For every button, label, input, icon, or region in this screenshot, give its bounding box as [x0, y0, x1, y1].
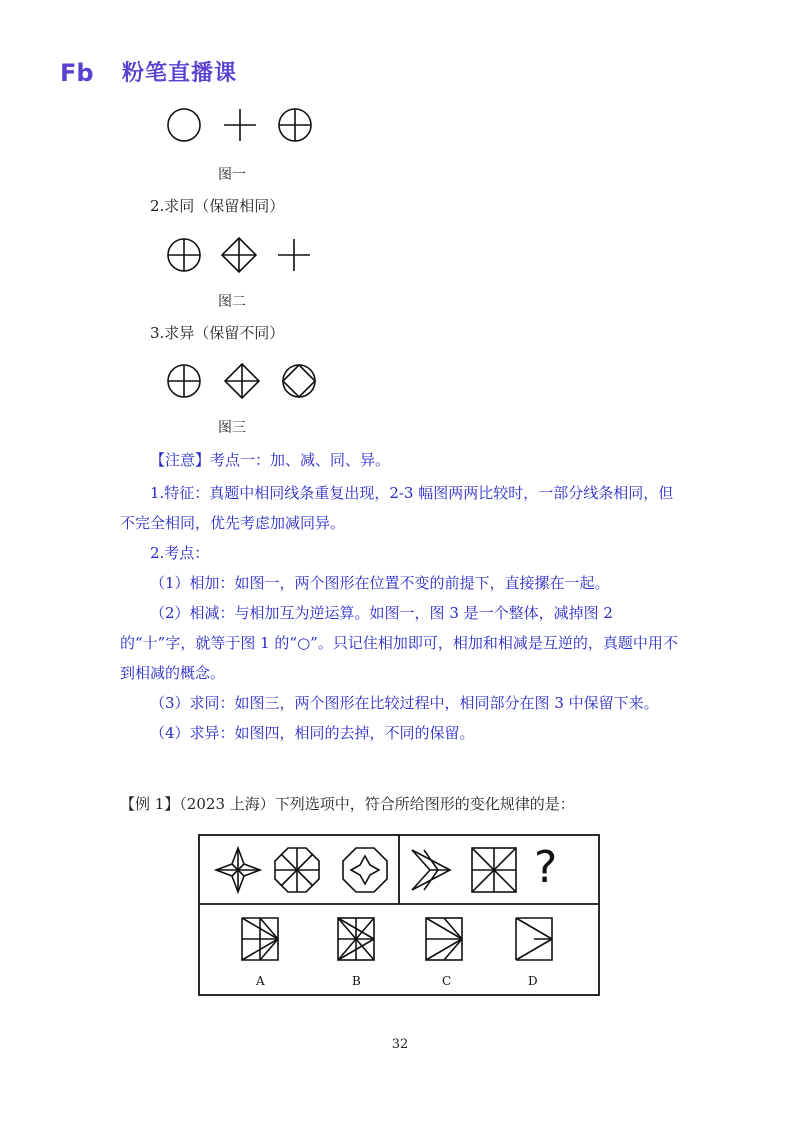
figure-three-caption: 图三 — [218, 420, 246, 436]
note-title: 【注意】考点一：加、减、同、异。 — [150, 451, 391, 469]
note-paragraph-points: 2.考点： — [150, 544, 210, 562]
question-mark: ? — [534, 842, 558, 893]
option-b-label: B — [352, 974, 361, 988]
svg-text:Fb: Fb — [60, 58, 94, 85]
option-d-shape — [516, 918, 552, 960]
section-qiutong: 2.求同（保留相同） — [150, 197, 285, 215]
note-paragraph-feature: 1.特征：真题中相同线条重复出现，2-3 幅图两两比较时，一部分线条相同，但不完全相同，优先考虑加减同异。 — [120, 484, 674, 532]
example-title: 【例 1】（2023 上海）下列选项中，符合所给图形的变化规律的是： — [120, 795, 575, 813]
page-number: 32 — [391, 1037, 409, 1052]
fenbi-logo-icon — [58, 59, 116, 85]
arrow-lines-shape — [412, 850, 450, 890]
option-a-label: A — [256, 974, 265, 988]
section-qiuyi: 3.求异（保留不同） — [150, 324, 285, 342]
example-figure-table — [198, 834, 600, 996]
octagon-lines-shape — [275, 848, 319, 892]
figure-one — [160, 104, 320, 146]
logo — [58, 56, 237, 87]
note-paragraph-add: （1）相加：如图一，两个图形在位置不变的前提下，直接摞在一起。 — [150, 574, 610, 592]
logo-text: 粉笔直播课 — [122, 61, 238, 86]
circle-shape — [168, 109, 200, 141]
option-c-shape — [426, 918, 462, 960]
note-paragraph-same: （3）求同：如图三，两个图形在比较过程中，相同部分在图 3 中保留下来。 — [150, 694, 659, 712]
four-point-star-shape — [216, 848, 260, 892]
octagon-star-shape — [343, 848, 387, 892]
square-lines-shape — [472, 848, 516, 892]
note-paragraph-subtract: （2）相减：与相加互为逆运算。如图一，图 3 是一个整体，减掉图 2 的“十”字，就等于图 1 的“○”。只记住相加即可，相加和相减是互逆的，真题中用不到相减的概念。 — [120, 604, 678, 682]
option-b-shape — [338, 918, 374, 960]
option-d-label: D — [528, 974, 538, 988]
figure-two-caption: 图二 — [218, 294, 246, 310]
figure-one-caption: 图一 — [218, 167, 246, 183]
figure-three — [160, 360, 320, 402]
note-paragraph-different: （4）求异：如图四，相同的去掉，不同的保留。 — [150, 724, 475, 742]
option-a-shape — [242, 918, 278, 960]
figure-two — [160, 234, 320, 276]
option-c-label: C — [442, 974, 452, 988]
